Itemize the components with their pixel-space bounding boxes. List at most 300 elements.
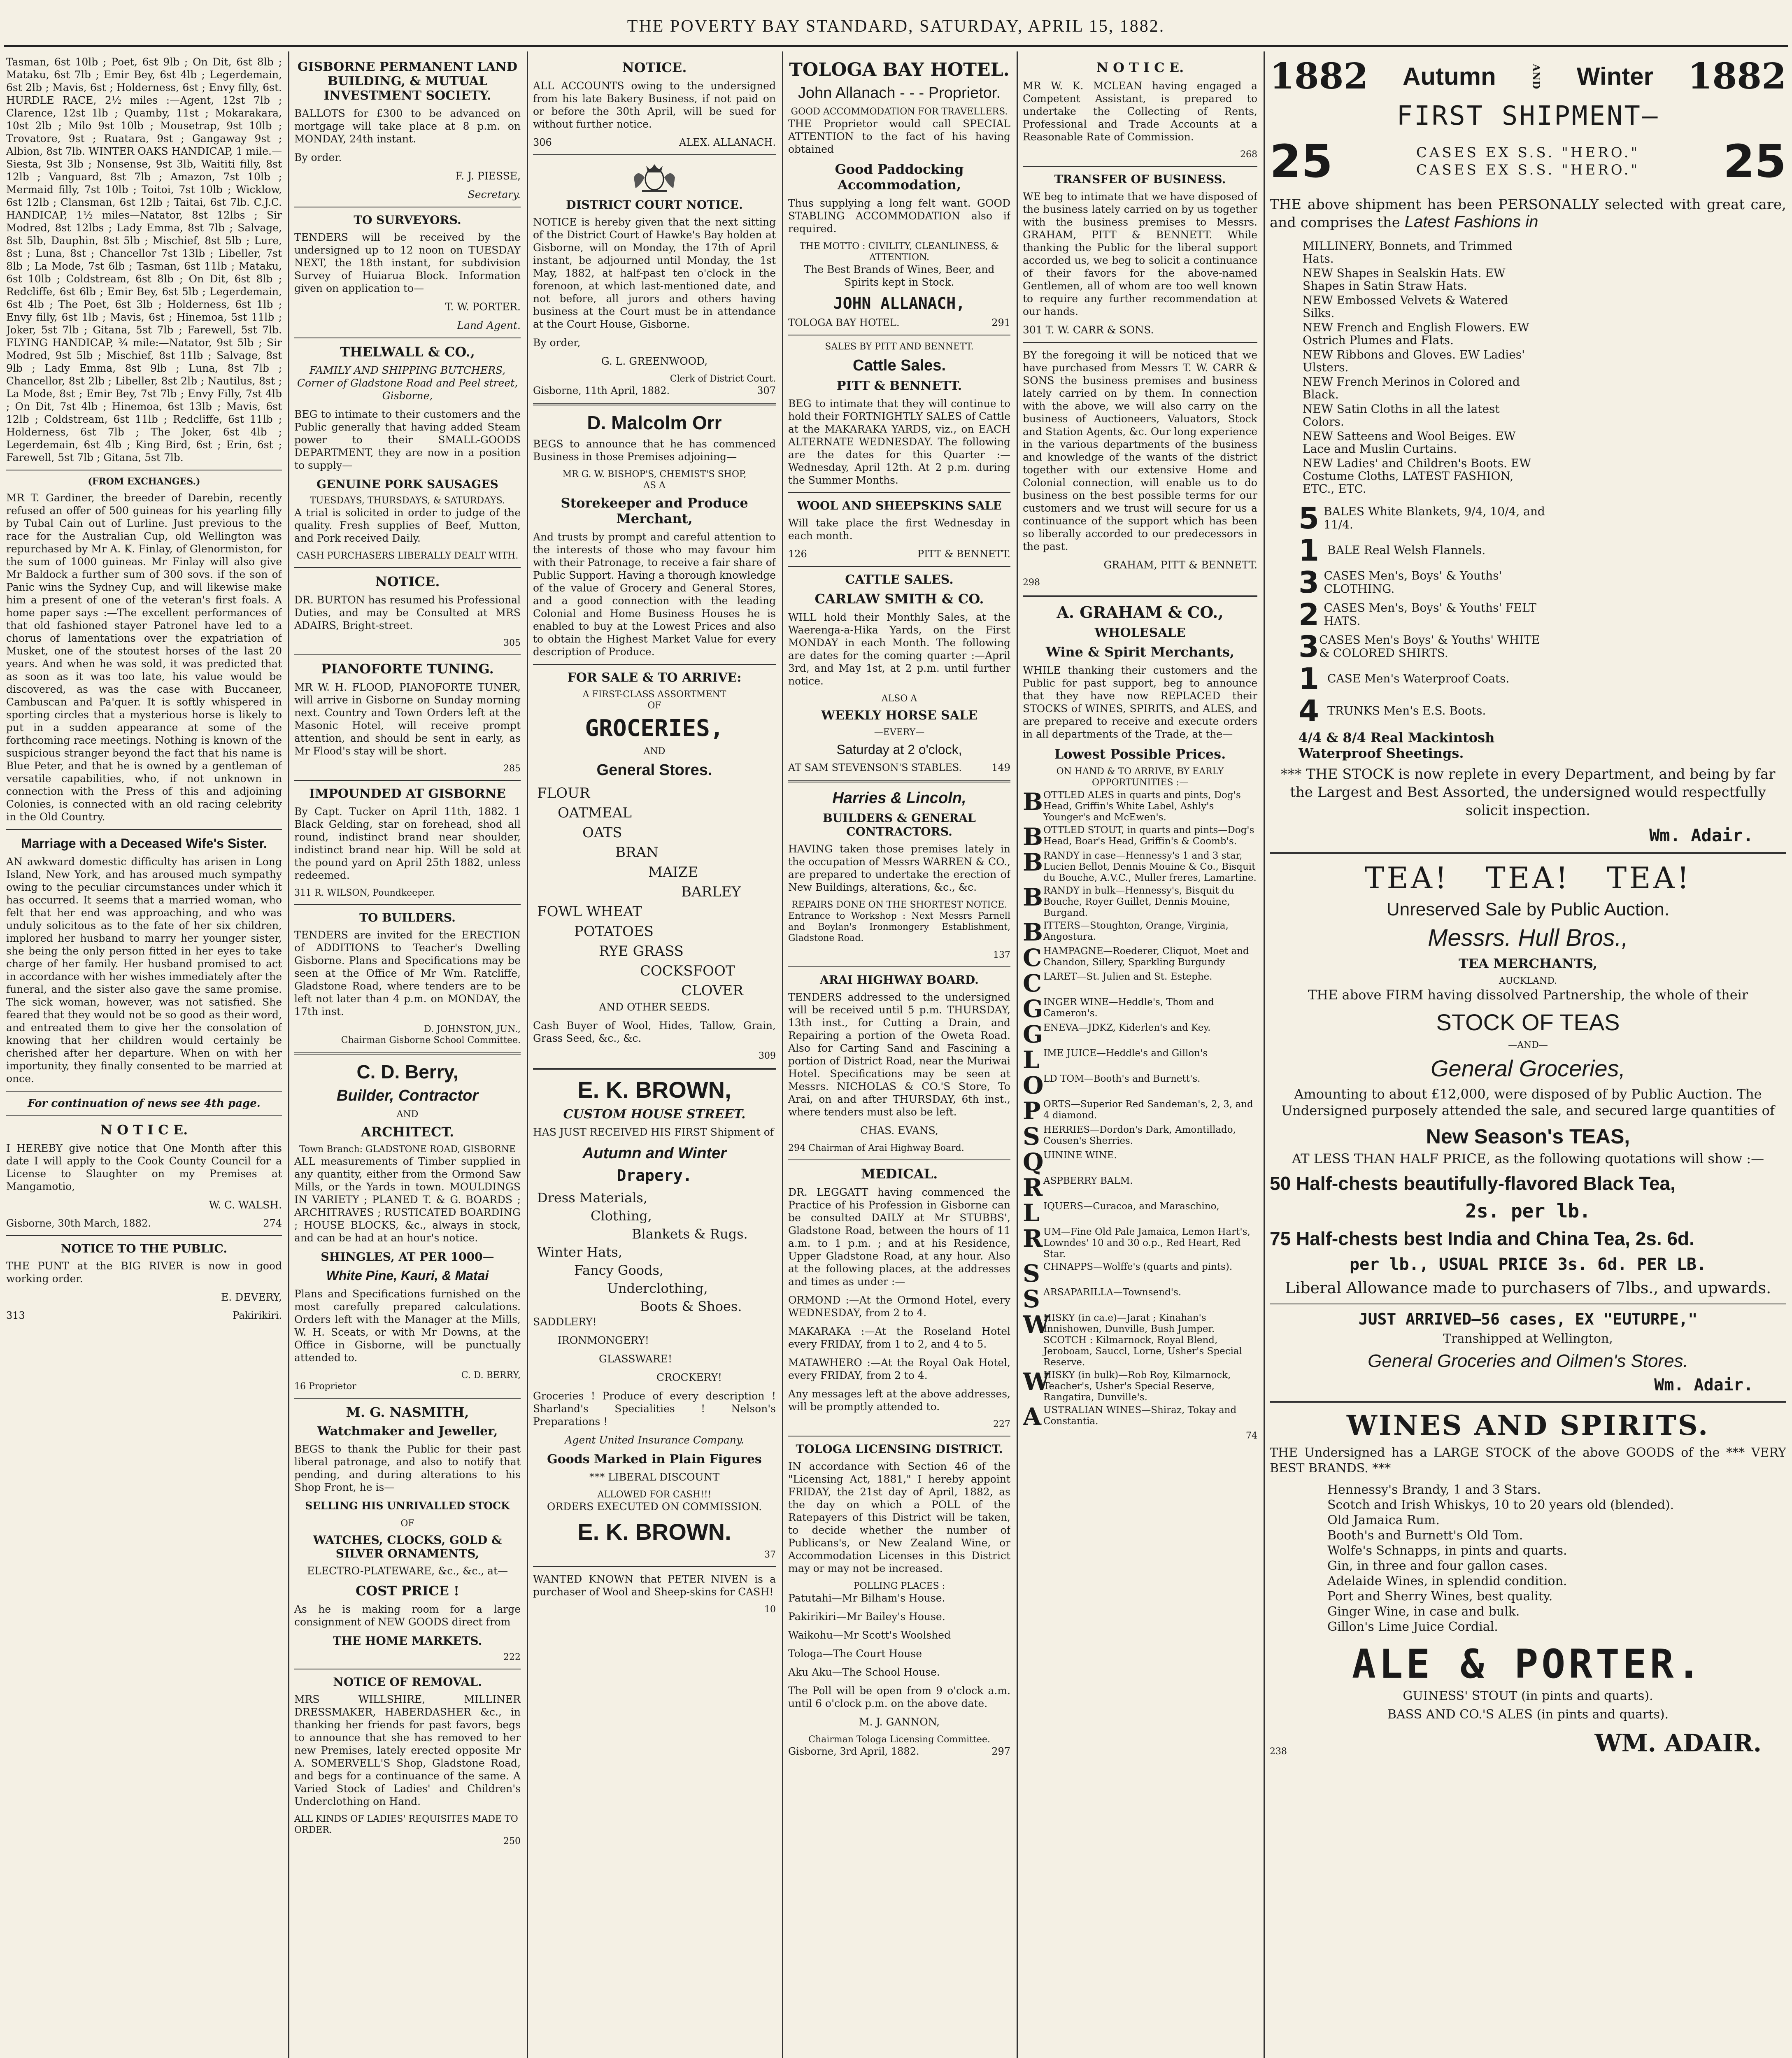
thelwall-text-2: A trial is solicited in order to judge of the quality. Fresh supplies of Beef, Mutton, and Pork received Daily. (294, 507, 521, 544)
medical-number: 227 (993, 1419, 1010, 1429)
wine-list-item (1023, 1048, 1257, 1072)
wine-list-item (1023, 1201, 1257, 1225)
masthead-rule (4, 45, 1788, 47)
licensing-signature: M. J. GANNON, (859, 1716, 940, 1728)
hotel-footer (788, 317, 1010, 329)
wine-list-text: ASPBERRY BALM. (1043, 1176, 1133, 1186)
stock-item (1299, 565, 1545, 600)
plain-figures: Goods Marked in Plain Figures (547, 1452, 762, 1467)
stock-count: 3 (1299, 565, 1320, 600)
drop-cap: G (1023, 995, 1043, 1023)
medical-ormond: ORMOND :—At the Ormond Hotel, every WEDNESDAY, from 2 to 4. (788, 1294, 1010, 1319)
goods-item: MAIZE (648, 864, 698, 880)
cases-number-left: 25 (1270, 135, 1333, 188)
grocer-line: Groceries ! Produce of every description ! Sharland's Specialities ! Nelson's Preparations ! (533, 1390, 776, 1427)
goods-list (533, 783, 776, 1001)
brown-footer: E. K. BROWN. (577, 1519, 731, 1545)
arrive-line: ON HAND & TO ARRIVE, BY EARLY OPPORTUNITIES :— (1056, 766, 1224, 788)
graham-wholesale: WHOLESALE (1094, 626, 1186, 640)
divider (1023, 166, 1257, 167)
drapery-list (533, 1189, 776, 1315)
drop-cap: Q (1023, 1148, 1044, 1176)
notice-signature: W. C. WALSH. (209, 1199, 282, 1211)
drapery-item: Winter Hats, (537, 1244, 622, 1260)
court-signature: G. L. GREENWOOD, (601, 355, 708, 367)
public-notice-signature: E. DEVERY, (221, 1291, 282, 1303)
transhipped: Transhipped at Wellington, (1443, 1332, 1613, 1346)
wine-list-item (1023, 1313, 1257, 1368)
piano-text: MR W. H. FLOOD, PIANOFORTE TUNER, will arrive in Gisborne on Sunday morning next. Country and Town Orders left at the Masonic Hotel, will receive prompt attention, and should be sent in early, as Mr Flood's stay will be short. (294, 681, 521, 757)
carr-name: CARLAW SMITH & CO. (815, 591, 984, 607)
stock-count: 1 (1299, 661, 1320, 696)
removal-text: MRS WILLSHIRE, MILLINER DRESSMAKER, HABERDASHER &c., in thanking her friends for past favors, begs to announce that she has removed to her new Premises, lately erected opposite Mr A. SOMERVELL'S Shop, Gladstone Road, and begs for a continuance of the same. A Varied Stock of Ladies' and Children's Underclothing on Hand. (294, 1693, 521, 1807)
licensing-heading: TOLOGA LICENSING DISTRICT. (796, 1442, 1003, 1456)
divider (788, 780, 1010, 782)
wine-list-text: ENEVA—JDKZ, Kiderlen's and Key. (1043, 1022, 1211, 1033)
harries-subheading: BUILDERS & GENERAL CONTRACTORS. (823, 811, 976, 838)
divider (533, 1566, 776, 1567)
wine-list-text: OTTLED ALES in quarts and pints, Dog's Head, Griffin's White Label, Ashly's Younger's and McEwen's. (1043, 790, 1241, 823)
notice-heading: NOTICE. (622, 60, 687, 75)
cases-number-right: 25 (1723, 135, 1786, 188)
court-footer (533, 384, 776, 397)
wine-list-text: IME JUICE—Heddle's and Gillon's (1043, 1048, 1208, 1059)
removal-number: 250 (503, 1836, 521, 1846)
divider (533, 664, 776, 665)
divider (533, 403, 776, 405)
column-rule (782, 51, 783, 2058)
wanted-text: WANTED KNOWN that PETER NIVEN is a purchaser of Wool and Sheep-skins for CASH! (533, 1573, 776, 1598)
wine-list-item (1023, 1022, 1257, 1046)
harries-entrance: Entrance to Workshop : Next Messrs Parnell and Boylan's Ironmongery Establishment, Gladstone Road. (788, 911, 1010, 943)
orr-asa: AS A (643, 480, 666, 491)
wine-list-text: HERRIES—Dordon's Dark, Amontillado, Cousen's Sherries. (1043, 1124, 1236, 1146)
society-role: Secretary. (468, 189, 521, 200)
other-seeds: AND OTHER SEEDS. (599, 1001, 710, 1013)
piano-number: 285 (503, 764, 521, 774)
orders-line: ORDERS EXECUTED ON COMMISSION. (547, 1501, 762, 1513)
general-stores-heading: General Stores. (596, 761, 712, 779)
berry-architect: ARCHITECT. (361, 1124, 454, 1140)
orr-text: BEGS to announce that he has commenced Business in those Premises adjoining— (533, 438, 776, 463)
ale-porter: ALE & PORTER. (1352, 1641, 1704, 1687)
surveyors-heading: TO SURVEYORS. (354, 213, 461, 227)
licensing-role: Chairman Tologa Licensing Committee. (808, 1734, 990, 1745)
new-teas: New Season's TEAS, (1426, 1125, 1630, 1148)
brown-number: 37 (764, 1550, 776, 1560)
wm-adair: WM. ADAIR. (1594, 1729, 1762, 1757)
drapery-item: Blankets & Rugs. (632, 1226, 748, 1242)
horse-day: Saturday at 2 o'clock, (836, 742, 962, 757)
wine-list-item (1023, 1370, 1257, 1403)
brown-subheading: CUSTOM HOUSE STREET. (563, 1107, 746, 1122)
millinery-item: NEW French Merinos in Colored and Black. (1303, 375, 1520, 401)
licensing-number: 297 (991, 1746, 1010, 1757)
wool-footer (788, 548, 1010, 560)
divider (1270, 852, 1786, 854)
brown-heading: E. K. BROWN, (577, 1077, 731, 1103)
firm-text: THE above FIRM having dissolved Partnership, the whole of their (1308, 987, 1748, 1003)
stock-count: 1 (1299, 533, 1320, 568)
pine-heading: White Pine, Kauri, & Matai (326, 1268, 489, 1283)
wine-item: Ginger Wine, in case and bulk. (1327, 1604, 1520, 1619)
cases-line: CASES EX S.S. "HERO." (1416, 144, 1640, 161)
society-text: BALLOTS for £300 to be advanced on mortgage will take place at 8 p.m. on MONDAY, 24th instant. (294, 107, 521, 145)
arai-signature: CHAS. EVANS, (860, 1124, 938, 1136)
wine-list-item (1023, 1150, 1257, 1174)
column-rule (1017, 51, 1018, 2058)
stock-item (1299, 629, 1545, 664)
year-left: 1882 (1270, 56, 1368, 97)
nasmith-text: BEGS to thank the Public for their past liberal patronage, and also to notify that pending, and during alterations to his Shop Front, he is— (294, 1443, 521, 1493)
sale-subheading: A FIRST-CLASS ASSORTMENT (582, 689, 726, 700)
nasmith-selling: SELLING HIS UNRIVALLED STOCK (305, 1500, 510, 1512)
drop-cap: G (1023, 1020, 1043, 1048)
goods-item: RYE GRASS (599, 943, 684, 959)
court-text: NOTICE is hereby given that the next sitting of the District Court of Hawke's Bay holden at Gisborne, will on Monday, the 17th of April instant, be adjourned until Monday, the 1st May, 1882, at half-past ten o'clock in the forenoon, at which last-mentioned date, and not before, all jurors and others having business at the Court must be in attendance at the Court House, Gisborne. (533, 216, 776, 330)
notice-number: 306 (533, 137, 552, 148)
liberal-allowance: Liberal Allowance made to purchasers of 7lbs., and upwards. (1285, 1279, 1771, 1297)
burton-number: 305 (503, 638, 521, 648)
sale-heading: FOR SALE & TO ARRIVE: (567, 670, 742, 685)
horse-heading: WEEKLY HORSE SALE (821, 708, 977, 723)
graham-merchants: Wine & Spirit Merchants, (1045, 644, 1235, 660)
berry-subheading: Builder, Contractor (336, 1087, 479, 1104)
wine-list-item (1023, 997, 1257, 1021)
hotel-good: GOOD ACCOMMODATION FOR TRAVELLERS. (791, 107, 1008, 117)
cash-note: CASH PURCHASERS LIBERALLY DEALT WITH. (296, 551, 519, 561)
cattle-by: SALES BY PITT AND BENNETT. (825, 342, 974, 352)
wine-list-text: OTTLED STOUT, in quarts and pints—Dog's Head, Boar's Head, Griffin's & Coomb's. (1043, 825, 1254, 847)
stock-text: CASES Men's Boys' & Youths' WHITE & COLORED SHIRTS. (1319, 633, 1540, 660)
home-markets: THE HOME MARKETS. (333, 1634, 482, 1648)
divider (1270, 1401, 1786, 1403)
wine-item: Wolfe's Schnapps, in pints and quarts. (1327, 1544, 1567, 1558)
and-dash: —AND— (1508, 1040, 1548, 1050)
polling-heading: POLLING PLACES : (853, 1581, 945, 1591)
wine-item: Port and Sherry Wines, best quality. (1327, 1589, 1553, 1604)
drop-cap: C (1023, 969, 1042, 997)
wines-heading: WINES AND SPIRITS. (1346, 1409, 1710, 1441)
polling-place: Waikohu—Mr Scott's Woolshed (788, 1629, 951, 1641)
transfer2-signature: GRAHAM, PITT & BENNETT. (1103, 559, 1257, 571)
exchanges-article: MR T. Gardiner, the breeder of Darebin, recently refused an offer of 500 guineas for his yearling filly by Tubal Cain out of Lurline. Just previous to the race for the Australian Cup, old Wellington was repurchased by Mr A. K. Finlay, of Glenormiston, for the sum of 1000 guineas. Mr Finlay will also give Mr Baldock a further sum of 300 sovs. if the son of Panic wins the Sydney Cup, and will likewise make him a present of one of the veteran's first foals. A home paper says :—The excellent performances of that old fashioned stayer Patronel have led to a chorus of lamentations over the expatriation of Musket, one of the stoutest horses of the last 20 years. And when he was sold, it was predicted that as soon as it was too late, his value would be discovered, as was the case with Buccaneer, Cambuscan and Pa'quer. It is softly whispered in sporting circles that a mysterious horse is likely to put in a sudden appearance at some of the forthcoming race meetings. Nothing is known of the suspicious stranger beyond the fact that his name is Blue Peter, and that he is owned by a gentleman of versatile capabilities, who, if not unknown in connection with the Press of this and adjoining Colonies, is connected with an old racing celebrity in the Old Country. (6, 492, 282, 823)
orr-shop: MR G. W. BISHOP'S, CHEMIST'S SHOP, (562, 469, 747, 480)
and-word: AND (1530, 63, 1543, 89)
nasmith-heading: M. G. NASMITH, (346, 1404, 469, 1420)
thelwall-subheading: FAMILY AND SHIPPING BUTCHERS, Corner of Gladstone Road and Peel street, Gisborne, (297, 364, 518, 402)
transfer-text: WE beg to intimate that we have disposed of the business lately carried on by us together with the business premises to Messrs. GRAHAM, PITT & BENNETT. While thanking the Public for the liberal support accorded us, we beg to solicit a continuance of their favors for the above-named Gentlemen, all of whom are too well known to require any further recommendation at our hands. (1023, 191, 1257, 317)
stock-item (1299, 503, 1545, 533)
watches-heading: WATCHES, CLOCKS, GOLD & SILVER ORNAMENTS, (313, 1533, 502, 1560)
graham-text: WHILE thanking their customers and the Public for past support, beg to announce that they have now REPLACED their STOCKS of WINES, SPIRITS, and ALES, and are prepared to receive and execute orders in all departments of the Trade, at the— (1023, 664, 1257, 740)
adair-number: 238 (1270, 1746, 1287, 1757)
stock-text: TRUNKS Men's E.S. Boots. (1327, 704, 1486, 717)
surveyors-signature: T. W. PORTER. (445, 301, 521, 313)
graham-number: 74 (1246, 1431, 1257, 1441)
brown-text: HAS JUST RECEIVED HIS FIRST Shipment of (533, 1126, 774, 1138)
stock-item (1299, 661, 1545, 696)
wine-list-item (1023, 825, 1257, 849)
nasmith-text-2: As he is making room for a large consignment of NEW GOODS direct from (294, 1603, 521, 1628)
wine-list-text: INGER WINE—Heddle's, Thom and Cameron's. (1043, 997, 1214, 1019)
seventyfive-price: per lb., USUAL PRICE 3s. 6d. PER LB. (1350, 1255, 1706, 1274)
column-5 (1023, 56, 1257, 2058)
column-2 (294, 56, 521, 2058)
society-by: By order. (294, 151, 342, 163)
millinery-item: NEW Ladies' and Children's Boots. EW Costume Cloths, LATEST FASHION, ETC., ETC. (1303, 456, 1531, 496)
transfer-signature: 301 T. W. CARR & SONS. (1023, 324, 1154, 336)
wine-list-text: CHNAPPS—Wolffe's (quarts and pints). (1043, 1262, 1233, 1272)
wine-list-item (1023, 1287, 1257, 1311)
surveyors-text: TENDERS will be received by the undersigned up to 12 noon on TUESDAY NEXT, the 18th instant, for subdivision Survey of Huiarua Block. Information given on application to— (294, 231, 521, 294)
racing-weights: Tasman, 6st 10lb ; Poet, 6st 9lb ; On Dit, 6st 8lb ; Mataku, 6st 7lb ; Emir Bey, 6st 4lb ; Legerdemain, 6st 2lb ; Mavis, 6st ; Holderness, 6st ; Envy filly, 6st. HURDLE RACE, 2½ miles :—Agent, 12st 7lb ; Clarence, 12st 1lb ; Quamby, 11st ; Mokarakara, 10st 2lb ; Milo 9st 10lb ; Mousetrap, 9st 10lb ; Trovatore, 9st ; Ruatara, 9st ; Gangaway 9st ; Albion, 8st 7lb. WINTER OAKS HANDICAP, 1 mile.—Siesta, 9st 3lb ; Nonsense, 9st 3lb, Waititi filly, 8st 12lb ; Vanguard, 8st 7lb ; Amazon, 7st 10lb ; Mermaid filly, 7st 10lb ; Toitoi, 7st 10lb ; Wicklow, 6st 12lb ; Clansman, 6st 12lb ; Taitai, 6st 7lb. C.J.C. HANDICAP, 1½ miles—Natator, 8st 12lbs ; Sir Modred, 8st 12lbs ; Lady Emma, 8st 7lb ; Salvage, 8st 5lb, Dauphin, 8st 5lb ; Mischief, 8st 5lb ; Lure, 8st ; Luna, 8st ; Chancellor 7st 13lb ; Libeller, 7st 8lb ; La Mode, 7st 6lb ; Tasman, 6st 11lb ; Mataku, 6st 10lb ; Coldstream, 6st 8lb ; On Dit, 6st 8lb ; Redcliffe, 6st 6lb ; Emir Bey, 6st 5lb ; Legerdemain, 6st 4lb ; The Poet, 6st 3lb ; Holderness, 6st 1lb ; Envy filly, 6st 1lb ; Mavis, 6st ; Hinemoa, 5st 11lb ; Joker, 5st 7lb ; Gitana, 5st 7lb ; Farewell, 5st 7lb. FLYING HANDICAP, ¾ mile:—Natator, 9st 5lb ; Sir Modred, 9st 5lb ; Mischief, 8st 11lb ; Salvage, 8st 9lb ; Lady Emma, 8st 9lb ; Luna, 8st 7lb ; Chancellor, 8st 2lb ; Libeller, 8st 2lb ; Nautilus, 8st ; La Mode, 8st ; Emir Bey, 7st 7lb ; Envy Filly, 7st 4lb ; On Dit, 7st 4lb ; Hinemoa, 6st 13lb ; Mavis, 6st 12lb ; Coldstream, 6st 11lb ; Redcliffe, 6st 11lb ; Holderness, 6st 7lb ; The Joker, 6st 4lb ; Legerdemain, 6st 4lb ; King Bird, 6st ; Erin, 6st ; Farewell, 5st 7lb ; Gitana, 5st 7lb. (6, 56, 282, 463)
tea-merchants: TEA MERCHANTS, (1458, 956, 1598, 971)
notice-text: MR W. K. MCLEAN having engaged a Competent Assistant, is prepared to undertake the Collecting of Rents, Professional and Trade Accounts at a Reasonable Rate of Commission. (1023, 80, 1257, 143)
stock-text: BALES White Blankets, 9/4, 10/4, and 11/4. (1324, 505, 1545, 531)
harries-heading: Harries & Lincoln, (832, 789, 966, 807)
stock-item (1299, 597, 1545, 632)
notice-footer (533, 136, 776, 149)
drop-cap: O (1023, 1071, 1044, 1099)
impound-signature: 311 R. WILSON, Poundkeeper. (294, 888, 435, 898)
wine-list-item (1023, 1227, 1257, 1260)
medical-text: DR. LEGGATT having commenced the Practice of his Profession in Gisborne can be consulted DAILY at Mr STUBBS', Gladstone Road, between the hours of 11 a.m. to 1 p.m. ; and at his Residence, Upper Gladstone Road, at any hour. Also at the following places, at the addresses and times as under :— (788, 1186, 1010, 1287)
poll-open: The Poll will be open from 9 o'clock a.m. until 6 o'clock p.m. on the above date. (788, 1685, 1010, 1709)
wine-list-text: USTRALIAN WINES—Shiraz, Tokay and Constantia. (1043, 1405, 1237, 1427)
hotel-proprietor: John Allanach - - - Proprietor. (798, 84, 1001, 102)
wine-list-text: ITTERS—Stoughton, Orange, Virginia, Angostura. (1043, 920, 1229, 942)
cost-price: COST PRICE ! (355, 1583, 460, 1599)
paddock-heading: Good Paddocking Accommodation, (835, 161, 964, 193)
tea-banner: TEA! TEA! TEA! (1364, 861, 1692, 895)
cash-buyer: Cash Buyer of Wool, Hides, Tallow, Grain, Grass Seed, &c., &c. (533, 1020, 776, 1044)
wines-intro: THE Undersigned has a LARGE STOCK of the above GOODS of the *** VERY BEST BRANDS. *** (1270, 1446, 1786, 1476)
wine-list-item (1023, 920, 1257, 944)
marriage-heading: Marriage with a Deceased Wife's Sister. (21, 836, 267, 851)
allowed-cash: ALLOWED FOR CASH!!! (597, 1490, 712, 1500)
seventyfive-chests: 75 Half-chests best India and China Tea, 2s. 6d. (1270, 1228, 1694, 1249)
carr-text: WILL hold their Monthly Sales, at the Waerenga-a-Hika Yards, on the First MONDAY in each Month. The following are dates for the coming quarter :—April 3rd, and May 1st, at 2 p.m. until further notice. (788, 611, 1010, 687)
court-role: Clerk of District Court. (670, 374, 776, 384)
builders-heading: TO BUILDERS. (359, 911, 456, 924)
notice-heading: N O T I C E. (100, 1122, 188, 1138)
wine-list-text: RANDY in bulk—Hennessy's, Bisquit du Bouche, Royer Guillet, Dennis Mouine, Burgand. (1043, 885, 1234, 918)
orr-text-2: And trusts by prompt and careful attention to the interests of those who may favour him with their Patronage, to receive a fair share of Public Support. Having a thorough knowledge of the value of Grocery and General Stores, and a good connection with the leading Colonial and Home Business Houses he is enabled to buy at the Lowest Prices and also to obtain the Highest Market Value for every description of Produce. (533, 531, 776, 658)
divider (1023, 342, 1257, 343)
fifty-price: 2s. per lb. (1465, 1200, 1591, 1222)
harries-text: HAVING taken those premises lately in the occupation of Messrs WARREN & CO., are prepared to undertake the erection of New Buildings, alterations, &c., &c. (788, 843, 1010, 893)
hotel-text-2: Thus supplying a long felt want. GOOD STABLING ACCOMMODATION also if required. (788, 197, 1010, 235)
drop-cap: B (1023, 883, 1043, 911)
stock-list (1299, 503, 1545, 726)
hotel-number: 291 (991, 317, 1010, 328)
wine-list-item (1023, 850, 1257, 884)
glassware: GLASSWARE! (599, 1353, 673, 1365)
guiness: GUINESS' STOUT (in pints and quarts). (1403, 1689, 1653, 1703)
wine-list-item (1023, 1405, 1257, 1429)
burton-heading: NOTICE. (375, 574, 440, 589)
hull-bros: Messrs. Hull Bros., (1428, 924, 1628, 951)
column-6 (1270, 56, 1786, 2058)
transfer2-number: 298 (1023, 577, 1040, 588)
wine-list-text: UM—Fine Old Pale Jamaica, Lemon Hart's, Lowndes' 10 and 30 o.p., Red Heart, Red Star. (1043, 1227, 1250, 1259)
drop-cap: B (1023, 918, 1043, 946)
millinery-list (1299, 240, 1537, 495)
drapery-heading: Drapery. (617, 1166, 692, 1185)
divider (788, 966, 1010, 967)
drop-cap: C (1023, 944, 1042, 972)
wine-list-item (1023, 946, 1257, 970)
divider (294, 1398, 521, 1399)
goods-item: COCKSFOOT (640, 963, 735, 979)
medical-heading: MEDICAL. (861, 1166, 938, 1182)
builders-role: Chairman Gisborne School Committee. (341, 1035, 521, 1045)
drop-cap: S (1023, 1285, 1040, 1313)
autumn-word: Autumn (1402, 63, 1496, 90)
wine-list-item (1023, 1073, 1257, 1097)
nasmith-subheading: Watchmaker and Jeweller, (317, 1424, 498, 1439)
court-heading: DISTRICT COURT NOTICE. (566, 198, 743, 212)
polling-place: Patutahi—Mr Bilham's House. (788, 1592, 945, 1604)
continuation-note: For continuation of news see 4th page. (28, 1097, 261, 1110)
wine-list-item (1023, 885, 1257, 919)
divider (788, 1159, 1010, 1160)
amounting-text: Amounting to about £12,000, were disposed of by Public Auction. The Undersigned purposely attended the sale, and secured large quantities of (1281, 1086, 1775, 1118)
public-notice-place: Pakirikiri. (233, 1310, 282, 1321)
wine-item: Scotch and Irish Whiskys, 10 to 20 years old (blended). (1327, 1498, 1674, 1512)
court-date: Gisborne, 11th April, 1882. (533, 385, 670, 396)
millinery-item: MILLINERY, Bonnets, and Trimmed Hats. (1303, 239, 1513, 265)
berry-signature: C. D. BERRY, (461, 1370, 521, 1381)
wine-list-text: ARSAPARILLA—Townsend's. (1043, 1287, 1182, 1298)
column-4 (788, 56, 1010, 2058)
builders-signature: D. JOHNSTON, JUN., (424, 1024, 521, 1034)
stock-text: CASE Men's Waterproof Coats. (1327, 672, 1510, 685)
stock-count: 2 (1299, 597, 1320, 632)
pitt-bennett: PITT & BENNETT. (836, 379, 962, 393)
divider (294, 904, 521, 905)
divider (294, 567, 521, 568)
cash-number: 309 (759, 1051, 776, 1061)
divider (6, 1115, 282, 1116)
wine-list-text: LARET—St. Julien and St. Estephe. (1043, 971, 1213, 982)
divider (788, 492, 1010, 493)
cases-line: CASES EX S.S. "HERO." (1416, 162, 1640, 178)
millinery-item: NEW Embossed Velvets & Watered Silks. (1303, 293, 1508, 320)
piano-heading: PIANOFORTE TUNING. (321, 661, 494, 677)
burton-text: DR. BURTON has resumed his Professional Duties, and may be Consulted at MRS ADAIRS, Bright-street. (294, 594, 521, 631)
public-notice-text: THE PUNT at the BIG RIVER is now in good working order. (6, 1260, 282, 1285)
divider (294, 1052, 521, 1055)
divider (6, 1091, 282, 1092)
licensing-text: IN accordance with Section 46 of the "Licensing Act, 1881," I hereby appoint FRIDAY, the 21st day of April, 1882, as the day on which a POLL of the Ratepayers of this District will be taken, to decide whether the number of Publicans's, or New Zealand Wine, or Accommodation Licenses in this District may or may not be increased. (788, 1460, 1010, 1574)
court-number: 307 (757, 385, 776, 396)
sausages-heading: GENUINE PORK SAUSAGES (317, 477, 498, 491)
groceries-heading: GROCERIES, (585, 715, 724, 742)
millinery-item: NEW Satin Cloths in all the latest Colors. (1303, 402, 1500, 428)
stock-count: 3 (1299, 629, 1320, 664)
wine-item: Adelaide Wines, in splendid condition. (1327, 1574, 1567, 1588)
divider (294, 780, 521, 781)
transfer-text-2: BY the foregoing it will be noticed that we have purchased from Messrs T. W. CARR & SONS the business premises and business lately carried on by them. In connection with the above, we will also carry on the business of Auctioneers, Valuators, Stock and Station Agents, &c. Our long experience in the various departments of the business and knowledge of the wants of the district together with our extensive Home and Colonial connection, will enable us to do business on the best possible terms for our customers and we trust will secure for us a continuance of the support which has been so liberally accorded to our predecessors in the past. (1023, 349, 1257, 552)
hotel-motto: THE MOTTO : CIVILITY, CLEANLINESS, & ATTENTION. (799, 241, 999, 263)
ironmongery: IRONMONGERY! (558, 1334, 649, 1346)
just-arrived: JUST ARRIVED—56 cases, EX "EUTURPE," (1358, 1310, 1698, 1328)
wine-list-text: HAMPAGNE—Roederer, Cliquot, Moet and Chandon, Sillery, Sparkling Burgundy (1043, 946, 1249, 968)
bass: BASS AND CO.'S ALES (in pints and quarts). (1387, 1707, 1669, 1722)
notice-heading: N O T I C E. (1096, 60, 1184, 75)
wine-list-item (1023, 1124, 1257, 1148)
drop-cap: A (1023, 1403, 1042, 1431)
millinery-item: NEW Satteens and Wool Beiges. EW Lace and Muslin Curtains. (1303, 429, 1516, 456)
public-notice-heading: NOTICE TO THE PUBLIC. (61, 1242, 228, 1255)
sale-of: OF (647, 701, 661, 711)
polling-place: Aku Aku—The School House. (788, 1666, 940, 1678)
electro-line: ELECTRO-PLATEWARE, &c., &c., at— (307, 1565, 508, 1577)
wine-list-text: HISKY (in ca.e)—Jarat ; Kinahan's Innishowen, Dunville, Bush Jumper. SCOTCH : Kilmarnock, Royal Blend, Jeroboam, Sauccl, Lorne, Usher's Special Reserve. (1043, 1313, 1243, 1368)
surveyors-role: Land Agent. (457, 319, 521, 331)
medical-end: Any messages left at the above addresses, will be promptly attended to. (788, 1388, 1010, 1413)
polling-place: Pakirikiri—Mr Bailey's House. (788, 1611, 945, 1623)
drop-cap: L (1023, 1046, 1040, 1074)
divider (533, 1068, 776, 1070)
drop-cap: R (1023, 1225, 1043, 1252)
general-oilmen: General Groceries and Oilmen's Stores. (1368, 1351, 1688, 1371)
harries-number: 137 (993, 950, 1010, 960)
masthead: THE POVERTY BAY STANDARD, SATURDAY, APRIL 15, 1882. (627, 17, 1165, 36)
wine-item: Old Jamaica Rum. (1327, 1513, 1440, 1527)
stock-count: 4 (1299, 694, 1320, 728)
society-heading: GISBORNE PERMANENT LAND BUILDING, & MUTUAL INVESTMENT SOCIETY. (297, 60, 518, 103)
arai-heading: ARAI HIGHWAY BOARD. (820, 973, 979, 987)
exchanges-heading: (FROM EXCHANGES.) (88, 476, 200, 487)
drapery-item: Boots & Shoes. (640, 1299, 742, 1314)
thelwall-text: BEG to intimate to their customers and the Public generally that having added Steam power to their SMALL-GOODS DEPARTMENT, they are now in a position to supply— (294, 408, 521, 471)
hotel-heading: TOLOGA BAY HOTEL. (789, 59, 1010, 80)
horse-every: —EVERY— (874, 727, 925, 738)
wool-signature: PITT & BENNETT. (917, 548, 1010, 560)
general-groceries: General Groceries, (1430, 1055, 1626, 1081)
notice-number: 268 (1240, 149, 1257, 160)
impound-text: By Capt. Tucker on April 11th, 1882. 1 Black Gelding, star on forehead, shod all round, indistinct brand near shoulder, indistinct brand near hip. Will be sold at the pound yard on April 25th 1882, unless redeemed. (294, 806, 521, 881)
drop-cap: B (1023, 823, 1043, 851)
arai-text: TENDERS addressed to the undersigned will be received until 5 p.m. THURSDAY, 13th inst., for Cutting a Drain, and Repairing a portion of the Oweta Road. Also for Carting Sand and Fascining a portion of District Road, near the Muriwai Hotel. Specifications may be seen at Messrs. NICHOLAS & CO.'S Store, To Arai, on and after THURSDAY, 6th inst., where tenders must also be left. (788, 991, 1010, 1118)
arai-role: 294 Chairman of Arai Highway Board. (788, 1143, 964, 1153)
stock-item (1299, 696, 1545, 726)
adair-signature-2: Wm. Adair. (1654, 1376, 1753, 1395)
drop-cap: W (1023, 1368, 1050, 1396)
column-1 (6, 56, 282, 2058)
impound-heading: IMPOUNDED AT GISBORNE (309, 787, 506, 801)
wine-list-item (1023, 971, 1257, 995)
goods-item: CLOVER (681, 982, 743, 999)
berry-text-2: Plans and Specifications furnished on the most carefully prepared calculations. Orders left with the Manager at the Mills, W. H. Sceats, or with Mr Downs, at the Office in Gisborne, will be punctually attended to. (294, 1288, 521, 1364)
divider (533, 154, 776, 155)
polling-place: Tologa—The Court House (788, 1648, 922, 1660)
notice-footer (6, 1217, 282, 1229)
drop-cap: S (1023, 1122, 1040, 1150)
thelwall-heading: THELWALL & CO., (340, 344, 475, 360)
stock-text: BALE Real Welsh Flannels. (1327, 543, 1486, 557)
notice-number: 274 (263, 1218, 282, 1229)
goods-item: POTATOES (574, 923, 654, 940)
millinery-item: NEW French and English Flowers. EW Ostrich Plumes and Flats. (1303, 321, 1529, 347)
goods-item: BARLEY (681, 884, 741, 900)
less-than: AT LESS THAN HALF PRICE, as the following quotations will show :— (1292, 1151, 1764, 1166)
notice-date: Gisborne, 30th March, 1882. (6, 1218, 151, 1229)
drop-cap: L (1023, 1199, 1040, 1227)
